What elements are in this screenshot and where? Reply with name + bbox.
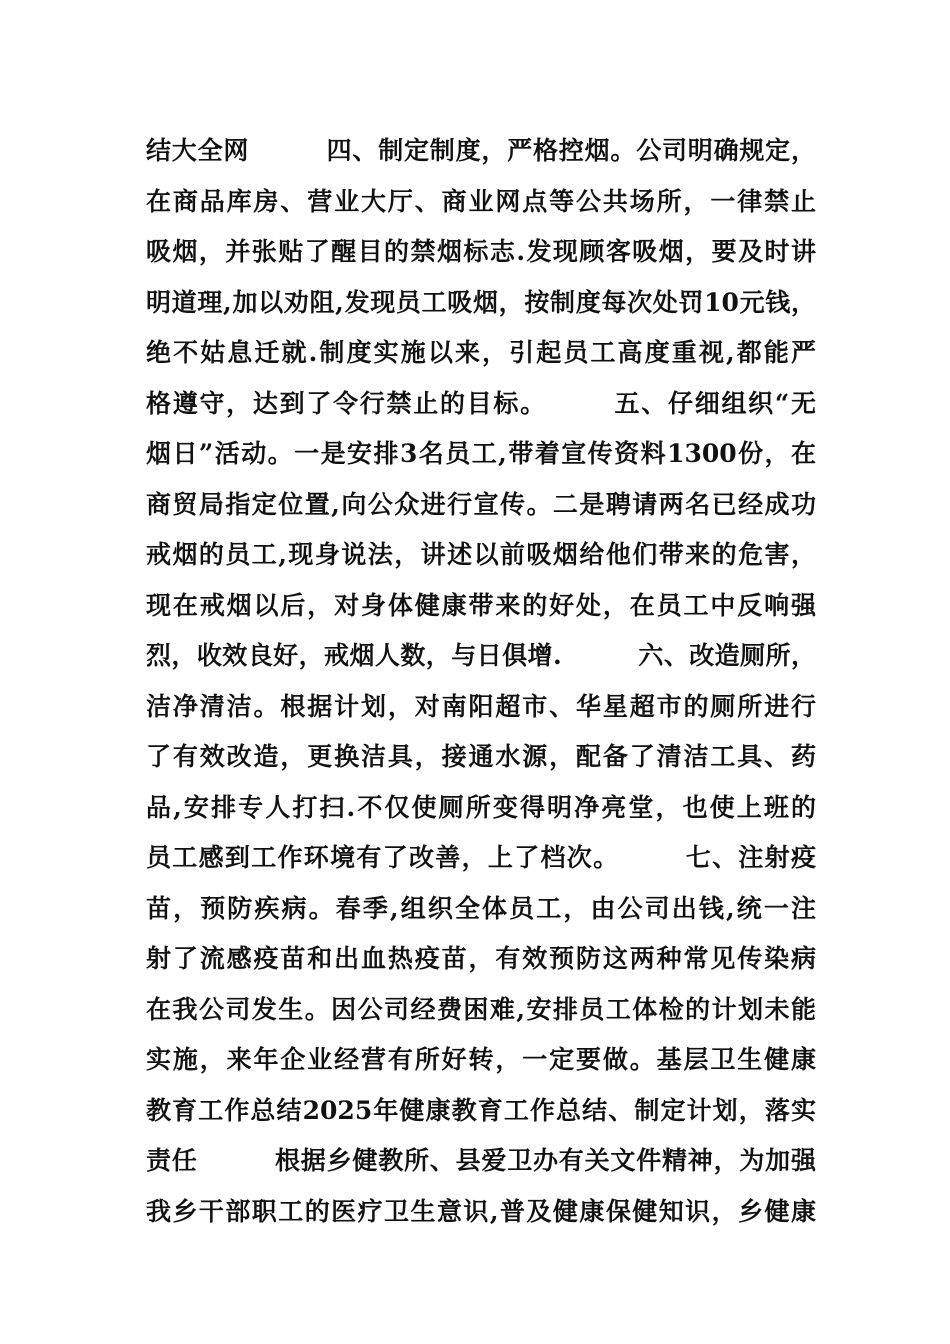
text-line: 射了流感疫苗和出血热疫苗，有效预防这两种常见传染病	[146, 944, 816, 973]
text-line: 了有效改造，更换洁具，接通水源，配备了清洁工具、药	[146, 742, 816, 771]
text-line: 洁净清洁。根据计划，对南阳超市、华星超市的厕所进行	[146, 691, 816, 721]
text-line: 品,安排专人打扫.不仅使厕所变得明净亮堂，也使上班的	[146, 792, 816, 822]
text-line: 明道理,加以劝阻,发现员工吸烟，按制度每次处罚10元钱，	[146, 287, 816, 317]
text-line: 绝不姑息迁就.制度实施以来，引起员工高度重视,都能严	[146, 338, 816, 367]
text-line: 吸烟，并张贴了醒目的禁烟标志.发现顾客吸烟，要及时讲	[146, 237, 816, 266]
text-line: 实施，来年企业经营有所好转，一定要做。基层卫生健康	[146, 1045, 816, 1074]
text-line: 苗，预防疾病。春季,组织全体员工，由公司出钱,统一注	[146, 893, 816, 923]
text-line: 我乡干部职工的医疗卫生意识,普及健康保健知识，乡健康	[146, 1196, 816, 1226]
text-line: 戒烟的员工,现身说法，讲述以前吸烟给他们带来的危害，	[146, 540, 816, 569]
text-line: 格遵守，达到了令行禁止的目标。 五、仔细组织“无	[146, 388, 816, 418]
body-text	[146, 126, 816, 1237]
text-line: 员工感到工作环境有了改善，上了档次。 七、注射疫	[146, 843, 816, 872]
text-line: 结大全网 四、制定制度，严格控烟。公司明确规定，	[146, 136, 816, 165]
text-line: 在商品库房、营业大厅、商业网点等公共场所，一律禁止	[146, 186, 816, 216]
text-line: 教育工作总结2025年健康教育工作总结、制定计划，落实	[146, 1095, 816, 1125]
text-line: 现在戒烟以后，对身体健康带来的好处，在员工中反响强	[146, 590, 816, 620]
text-line: 在我公司发生。因公司经费困难,安排员工体检的计划未能	[146, 994, 816, 1024]
text-line: 责任 根据乡健教所、县爱卫办有关文件精神，为加强	[146, 1146, 816, 1175]
text-line: 烟日”活动。一是安排3名员工,带着宣传资料1300份，在	[146, 439, 816, 468]
text-line: 商贸局指定位置,向公众进行宣传。二是聘请两名已经成功	[146, 489, 816, 519]
text-line: 烈，收效良好，戒烟人数，与日俱增. 六、改造厕所，	[146, 641, 816, 670]
